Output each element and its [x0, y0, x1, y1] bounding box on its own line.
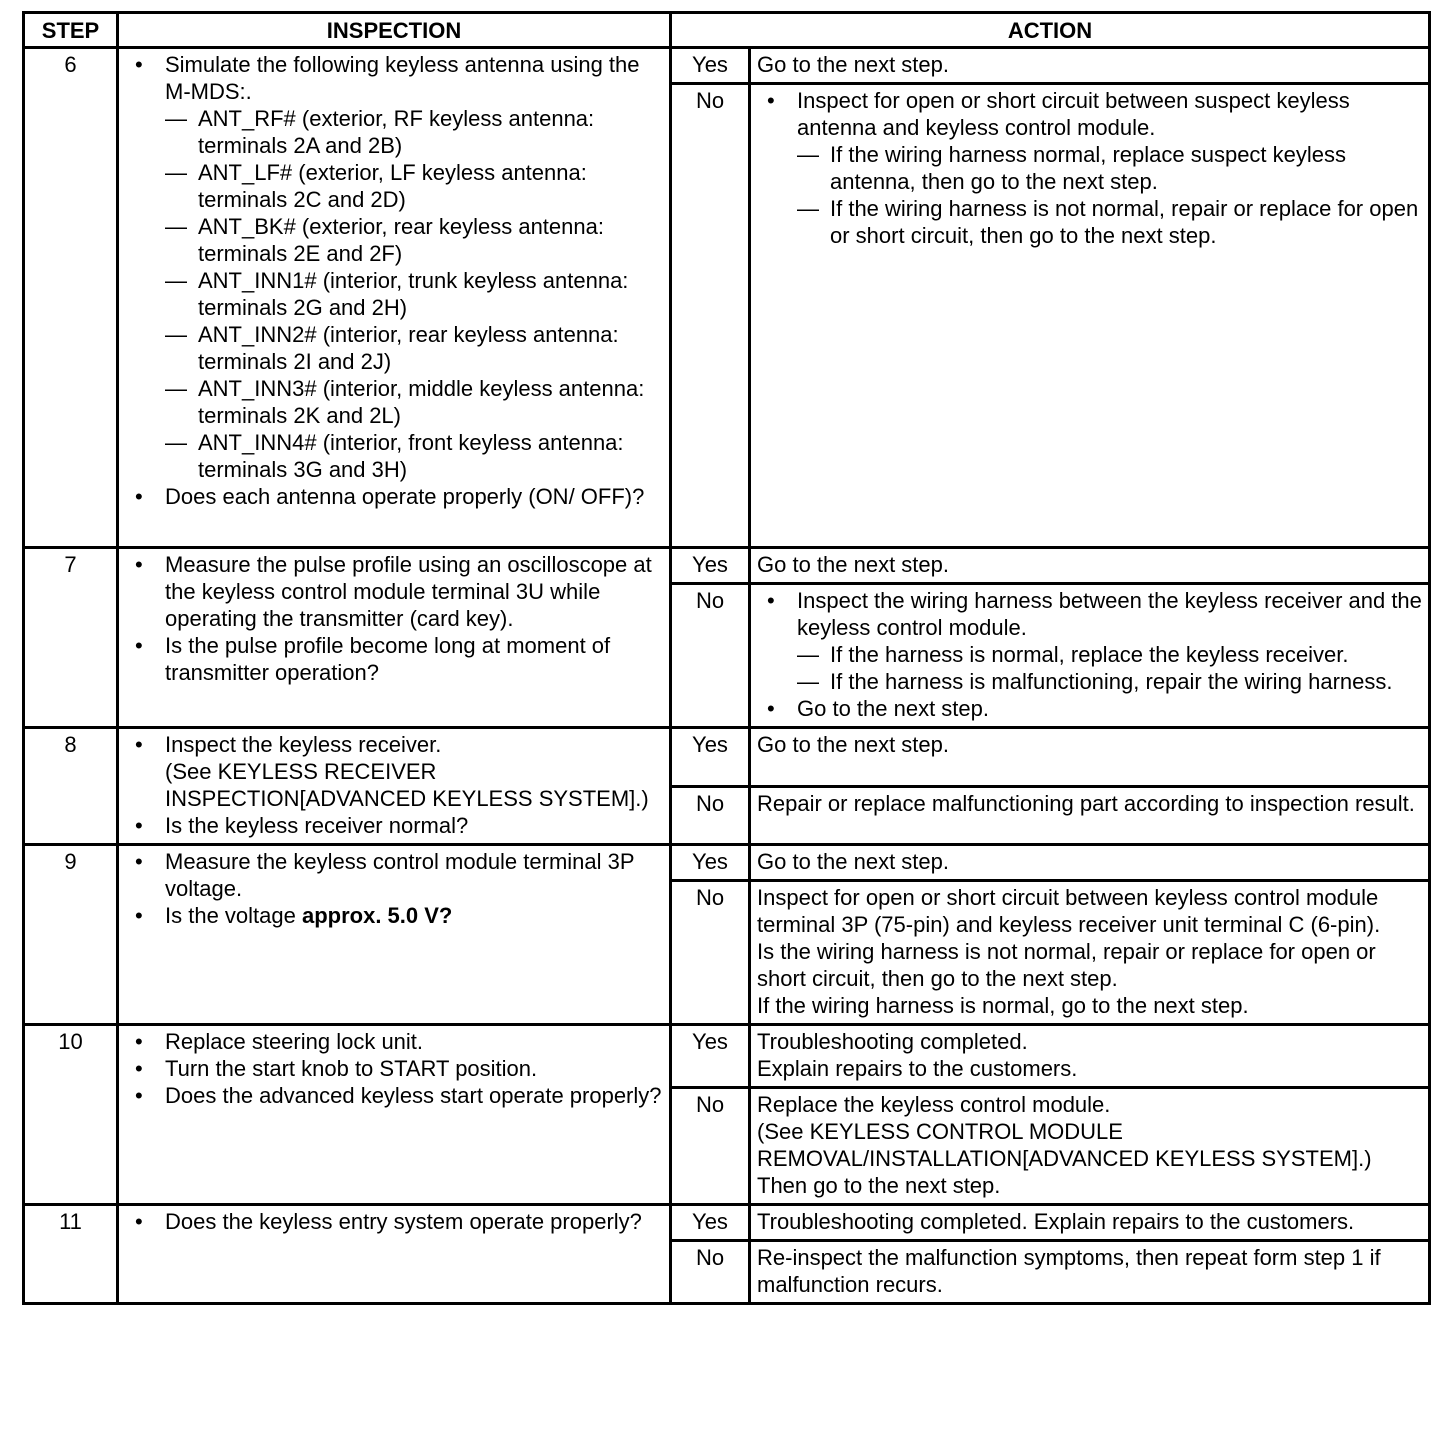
action-yes: Go to the next step. — [750, 548, 1430, 584]
table-row — [24, 728, 1430, 787]
step-number: 6 — [24, 48, 118, 548]
inspection-cell — [118, 1205, 671, 1304]
action-bullet: • Go to the next step. — [757, 695, 1422, 722]
table-row — [24, 48, 1430, 84]
step-number: 7 — [24, 548, 118, 728]
answer-yes: Yes — [671, 728, 750, 787]
inspection-cell — [118, 548, 671, 728]
table-row — [24, 845, 1430, 881]
answer-yes: Yes — [671, 1205, 750, 1241]
answer-yes: Yes — [671, 48, 750, 84]
table-header-row — [24, 13, 1430, 48]
list-item: — ANT_INN3# (interior, middle keyless antenna: terminals 2K and 2L) — [165, 375, 663, 429]
answer-yes: Yes — [671, 548, 750, 584]
diagnostic-procedure-table — [22, 11, 1431, 1305]
answer-yes: Yes — [671, 845, 750, 881]
list-item: — ANT_INN2# (interior, rear keyless antenna: terminals 2I and 2J) — [165, 321, 663, 375]
header-step: STEP — [24, 13, 118, 48]
answer-no: No — [671, 881, 750, 1025]
table-row — [24, 1025, 1430, 1088]
header-action: ACTION — [671, 13, 1430, 48]
answer-no: No — [671, 1241, 750, 1304]
inspection-bullet: • Measure the keyless control module terminal 3P voltage. — [125, 848, 663, 902]
step-number: 8 — [24, 728, 118, 845]
inspection-bullet: • Is the keyless receiver normal? — [125, 812, 663, 839]
inspection-bullet: • Simulate the following keyless antenna using the M-MDS:. — ANT_RF# (exterior, RF keyless antenna: terminals 2A and 2B) — ANT_LF# (exterior, LF keyless antenna: terminals 2C and 2D) — ANT_BK# (exterior, rear keyless antenna: terminals 2E and 2F) — ANT_INN1# (interior, trunk keyless antenna: terminals 2G and 2H) — ANT_INN2# (interior, rear keyless antenna: terminals 2I and 2J) — ANT_INN3# (interior, middle keyless antenna: terminals 2K and 2L) — ANT_INN4# (interior, front keyless antenna: terminals 3G and 3H) — [125, 51, 663, 483]
answer-no: No — [671, 786, 750, 845]
list-item: — If the harness is malfunctioning, repair the wiring harness. — [797, 668, 1422, 695]
inspection-bullet: • Does the keyless entry system operate properly? — [125, 1208, 663, 1235]
list-item: — ANT_INN4# (interior, front keyless antenna: terminals 3G and 3H) — [165, 429, 663, 483]
list-item: — ANT_RF# (exterior, RF keyless antenna: terminals 2A and 2B) — [165, 105, 663, 159]
step-number: 11 — [24, 1205, 118, 1304]
inspection-bullet: • Does the advanced keyless start operate properly? — [125, 1082, 663, 1109]
action-yes: Go to the next step. — [750, 48, 1430, 84]
action-yes: Go to the next step. — [750, 845, 1430, 881]
list-item: — If the wiring harness normal, replace suspect keyless antenna, then go to the next step. — [797, 141, 1422, 195]
list-item: — If the wiring harness is not normal, repair or replace for open or short circuit, then go to the next step. — [797, 195, 1422, 249]
inspection-bullet: • Is the voltage approx. 5.0 V? — [125, 902, 663, 929]
action-yes: Go to the next step. — [750, 728, 1430, 787]
list-item: — If the harness is normal, replace the keyless receiver. — [797, 641, 1422, 668]
action-no: Replace the keyless control module. (See KEYLESS CONTROL MODULE REMOVAL/INSTALLATION[ADVANCED KEYLESS SYSTEM].) Then go to the next step. — [750, 1088, 1430, 1205]
step-number: 9 — [24, 845, 118, 1025]
answer-no: No — [671, 1088, 750, 1205]
header-inspection: INSPECTION — [118, 13, 671, 48]
antenna-list — [165, 105, 663, 483]
answer-no: No — [671, 84, 750, 548]
inspection-cell — [118, 728, 671, 845]
action-bullet: • Inspect the wiring harness between the keyless receiver and the keyless control module. — If the harness is normal, replace the keyless receiver. — If the harness is malfunctioning, repair the wiring harness. — [757, 587, 1422, 695]
inspection-cell — [118, 48, 671, 548]
diagnostic-table-wrapper — [22, 11, 1428, 1305]
table-row — [24, 1205, 1430, 1241]
inspection-bullet: • Is the pulse profile become long at moment of transmitter operation? — [125, 632, 663, 686]
list-item: — ANT_LF# (exterior, LF keyless antenna: terminals 2C and 2D) — [165, 159, 663, 213]
list-item: — ANT_BK# (exterior, rear keyless antenna: terminals 2E and 2F) — [165, 213, 663, 267]
inspection-bullet: • Inspect the keyless receiver. (See KEYLESS RECEIVER INSPECTION[ADVANCED KEYLESS SYSTEM].) — [125, 731, 663, 812]
inspection-cell — [118, 1025, 671, 1205]
inspection-bullet: • Turn the start knob to START position. — [125, 1055, 663, 1082]
action-no: Re-inspect the malfunction symptoms, then repeat form step 1 if malfunction recurs. — [750, 1241, 1430, 1304]
inspection-bullet: • Does each antenna operate properly (ON/ OFF)? — [125, 483, 663, 510]
answer-yes: Yes — [671, 1025, 750, 1088]
inspection-cell — [118, 845, 671, 1025]
inspection-bullet: • Replace steering lock unit. — [125, 1028, 663, 1055]
inspection-bullet: • Measure the pulse profile using an oscilloscope at the keyless control module terminal 3U while operating the transmitter (card key). — [125, 551, 663, 632]
action-bullet: • Inspect for open or short circuit between suspect keyless antenna and keyless control module. — If the wiring harness normal, replace suspect keyless antenna, then go to the next step. — If the wiring harness is not normal, repair or replace for open or short circuit, then go to the next step. — [757, 87, 1422, 249]
action-yes: Troubleshooting completed. Explain repairs to the customers. — [750, 1205, 1430, 1241]
action-no: Inspect for open or short circuit between keyless control module terminal 3P (75-pin) and keyless receiver unit terminal C (6-pin). Is the wiring harness is not normal, repair or replace for open or short circuit, then go to the next step. If the wiring harness is normal, go to the next step. — [750, 881, 1430, 1025]
action-no — [750, 84, 1430, 548]
action-yes: Troubleshooting completed. Explain repairs to the customers. — [750, 1025, 1430, 1088]
list-item: — ANT_INN1# (interior, trunk keyless antenna: terminals 2G and 2H) — [165, 267, 663, 321]
table-row — [24, 548, 1430, 584]
action-no — [750, 584, 1430, 728]
answer-no: No — [671, 584, 750, 728]
action-no: Repair or replace malfunctioning part according to inspection result. — [750, 786, 1430, 845]
step-number: 10 — [24, 1025, 118, 1205]
